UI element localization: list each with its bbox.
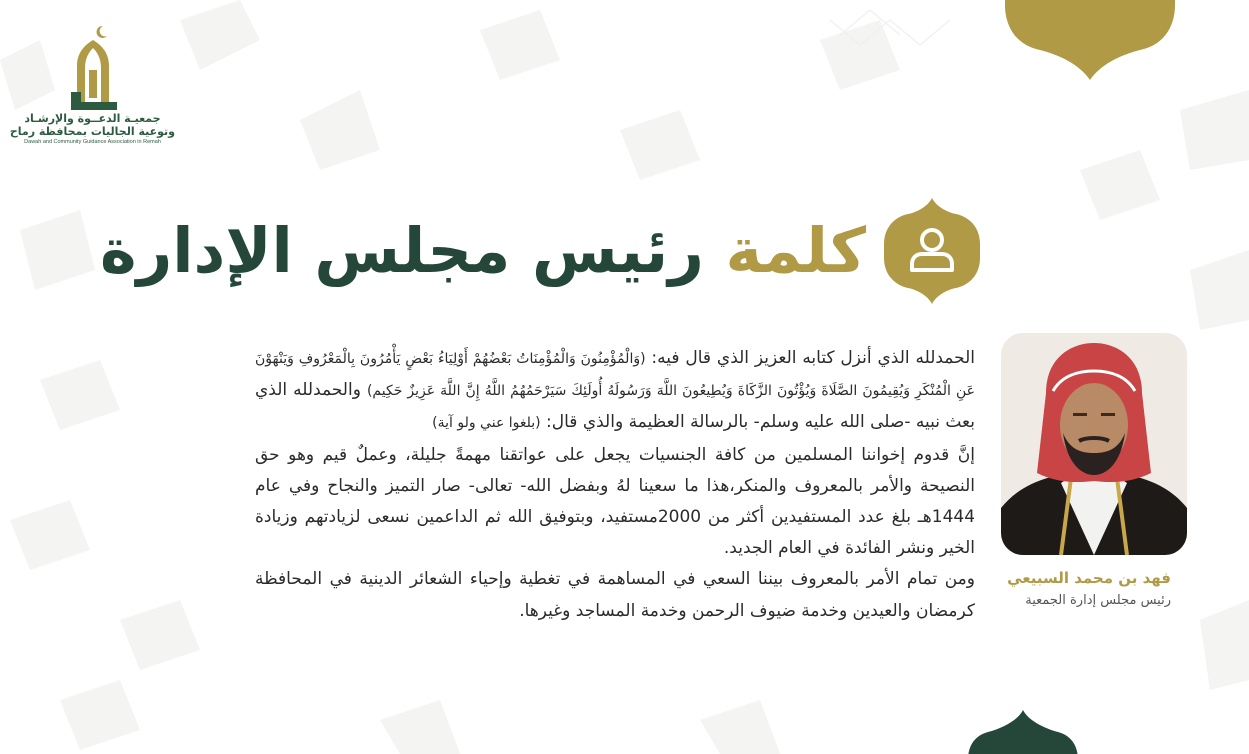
paragraph-1-middle: والحمدلله الذي بعث نبيه -صلى الله عليه وسلم- بالرسالة العظيمة والذي قال:: [255, 380, 975, 433]
user-badge-icon: [884, 198, 980, 304]
logo-name-english: Dawah and Community Guidance Association in Remah: [24, 139, 161, 145]
bottom-decorative-emblem: [968, 710, 1078, 754]
message-paragraph-2: إنَّ قدوم إخواننا المسلمين من كافة الجنسيات يجعل على عواتقنا مهمةً جليلة، وعملٌ قيم وهو حق النصيحة والأمر بالمعروف والمنكر،هذا ما سعينا لهُ وبفضل الله- تعالى- صار التميز والنجاح وفي عام 1444هـ بلغ عدد المستفيدين أكثر من 2000مستفيد، وبتوفيق الله ثم الداعمين نسعى لزيادتهم وزيادة الخير ونشر الفائدة في العام الجديد.: [255, 444, 976, 559]
logo-mark-icon: [63, 22, 123, 112]
page-heading: [100, 196, 970, 306]
top-decorative-emblem: [1000, 0, 1180, 80]
heading-word-gold: كلمة: [725, 214, 867, 287]
logo-name-arabic-line2: وتوعية الجاليات بمحافظة رماح: [9, 125, 175, 138]
quran-verse: (وَالْمُؤْمِنُونَ وَالْمُؤْمِنَاتُ بَعْضُهُمْ أَوْلِيَاءُ بَعْضٍ يَأْمُرُونَ بِالْمَعْرُوفِ وَيَنْهَوْنَ عَنِ الْمُنْكَرِ وَيُقِيمُونَ الصَّلَاةَ وَيُؤْتُونَ الزَّكَاةَ وَيُطِيعُونَ اللَّهَ وَرَسُولَهُ أُولَئِكَ سَيَرْحَمُهُمُ اللَّهُ إِنَّ اللَّهَ عَزِيزٌ حَكِيم): [255, 351, 976, 400]
message-paragraph-3: ومن تمام الأمر بالمعروف بيننا السعي في المساهمة في تغطية وإحياء الشعائر الدينية في المحافظة كرمضان والعيدين وخدمة ضيوف الرحمن وخدمة المساجد وغيرها.: [255, 569, 975, 621]
message-paragraph-1: [255, 343, 975, 440]
chairman-photo: [1001, 333, 1187, 555]
logo-name-arabic-line1: جمعيـة الدعــوة والإرشـاد: [24, 112, 161, 125]
paragraph-1-intro: الحمدلله الذي أنزل كتابه العزيز الذي قال فيه:: [651, 348, 975, 368]
heading-word-green: رئيس مجلس الإدارة: [100, 214, 704, 287]
hadith-quote: (بلغوا عني ولو آية): [432, 415, 541, 432]
heading-title: [100, 211, 866, 291]
chairman-message: [255, 343, 975, 627]
chairman-role: رئيس مجلس إدارة الجمعية: [1025, 593, 1171, 608]
chairman-name: فهد بن محمد السبيعي: [1007, 569, 1171, 587]
chairman-profile: [996, 333, 1191, 608]
association-logo: [10, 22, 175, 157]
